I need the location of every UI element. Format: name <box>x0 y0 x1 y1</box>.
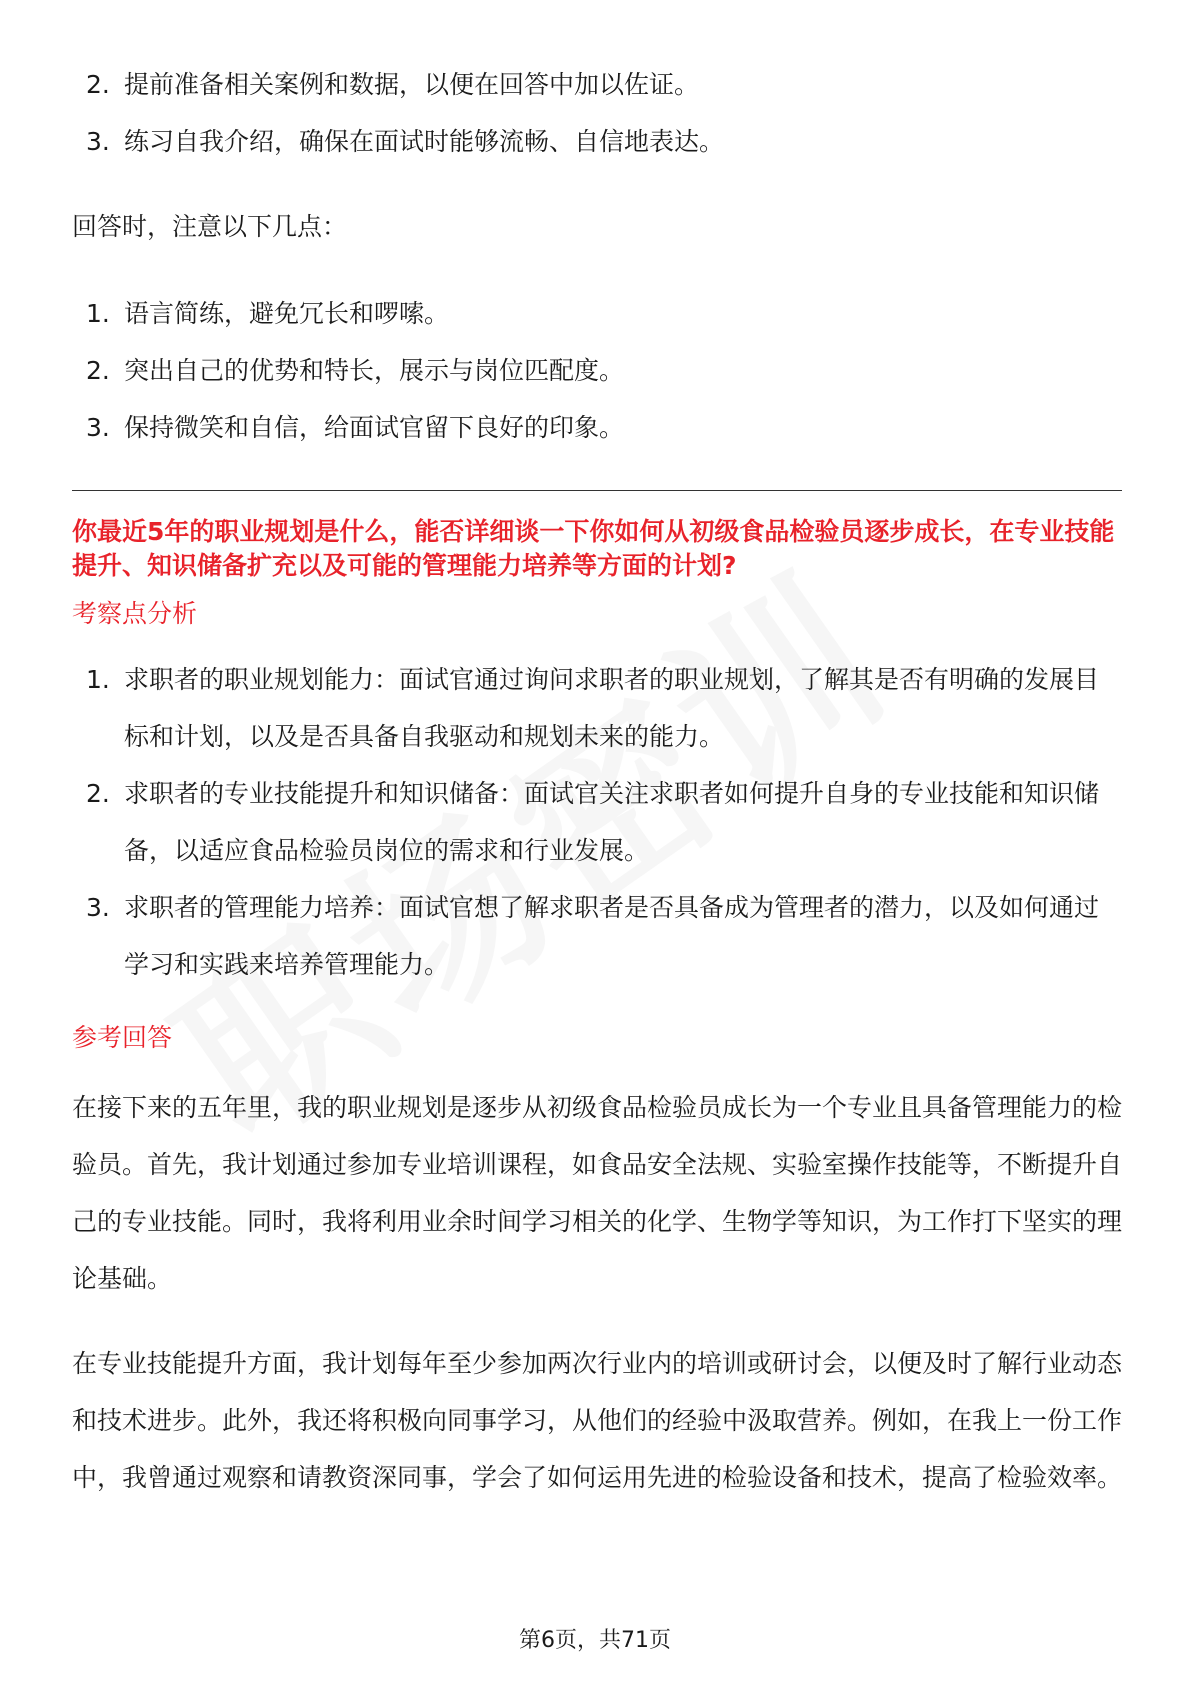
list-number: 3. <box>86 413 110 442</box>
list-number: 3. <box>86 893 110 922</box>
analysis-list <box>72 651 1122 993</box>
page-content <box>72 56 1122 1506</box>
list-item <box>72 879 1122 993</box>
list-item <box>72 56 1122 113</box>
analysis-heading: 考察点分析 <box>72 599 198 628</box>
list-number: 2. <box>86 779 110 808</box>
answer-paragraph: 在专业技能提升方面，我计划每年至少参加两次行业内的培训或研讨会，以便及时了解行业动态和技术进步。此外，我还将积极向同事学习，从他们的经验中汲取营养。例如，在我上一份工作中，我曾通过观察和请教资深同事，学会了如何运用先进的检验设备和技术，提高了检验效率。 <box>72 1349 1123 1492</box>
list-text: 求职者的职业规划能力：面试官通过询问求职者的职业规划，了解其是否有明确的发展目标和计划，以及是否具备自我驱动和规划未来的能力。 <box>124 665 1100 751</box>
list-item <box>72 342 1122 399</box>
list-text: 求职者的专业技能提升和知识储备：面试官关注求职者如何提升自身的专业技能和知识储备，以适应食品检验员岗位的需求和行业发展。 <box>124 779 1100 865</box>
list-text: 提前准备相关案例和数据，以便在回答中加以佐证。 <box>124 70 700 99</box>
notes-list <box>72 285 1122 456</box>
list-text: 突出自己的优势和特长，展示与岗位匹配度。 <box>124 356 625 385</box>
list-number: 3. <box>86 127 110 156</box>
list-number: 1. <box>86 665 110 694</box>
list-number: 2. <box>86 356 110 385</box>
list-number: 2. <box>86 70 110 99</box>
list-item <box>72 285 1122 342</box>
list-text: 保持微笑和自信，给面试官留下良好的印象。 <box>124 413 625 442</box>
list-text: 求职者的管理能力培养：面试官想了解求职者是否具备成为管理者的潜力，以及如何通过学习和实践来培养管理能力。 <box>124 893 1100 979</box>
list-number: 1. <box>86 299 110 328</box>
list-text: 练习自我介绍，确保在面试时能够流畅、自信地表达。 <box>124 127 725 156</box>
prep-list <box>72 56 1122 170</box>
list-text: 语言简练，避免冗长和啰嗦。 <box>124 299 450 328</box>
section-divider <box>72 490 1122 491</box>
answer-heading: 参考回答 <box>72 1023 173 1052</box>
list-item <box>72 399 1122 456</box>
list-item <box>72 765 1122 879</box>
interview-question: 你最近5年的职业规划是什么，能否详细谈一下你如何从初级食品检验员逐步成长，在专业技能提升、知识储备扩充以及可能的管理能力培养等方面的计划? <box>72 517 1115 580</box>
answer-paragraph: 在接下来的五年里，我的职业规划是逐步从初级食品检验员成长为一个专业且具备管理能力的检验员。首先，我计划通过参加专业培训课程，如食品安全法规、实验室操作技能等，不断提升自己的专业技能。同时，我将利用业余时间学习相关的化学、生物学等知识，为工作打下坚实的理论基础。 <box>72 1093 1123 1293</box>
page-footer: 第6页，共71页 <box>519 1628 671 1653</box>
list-item <box>72 651 1122 765</box>
list-item <box>72 113 1122 170</box>
notes-intro: 回答时，注意以下几点： <box>72 212 348 241</box>
